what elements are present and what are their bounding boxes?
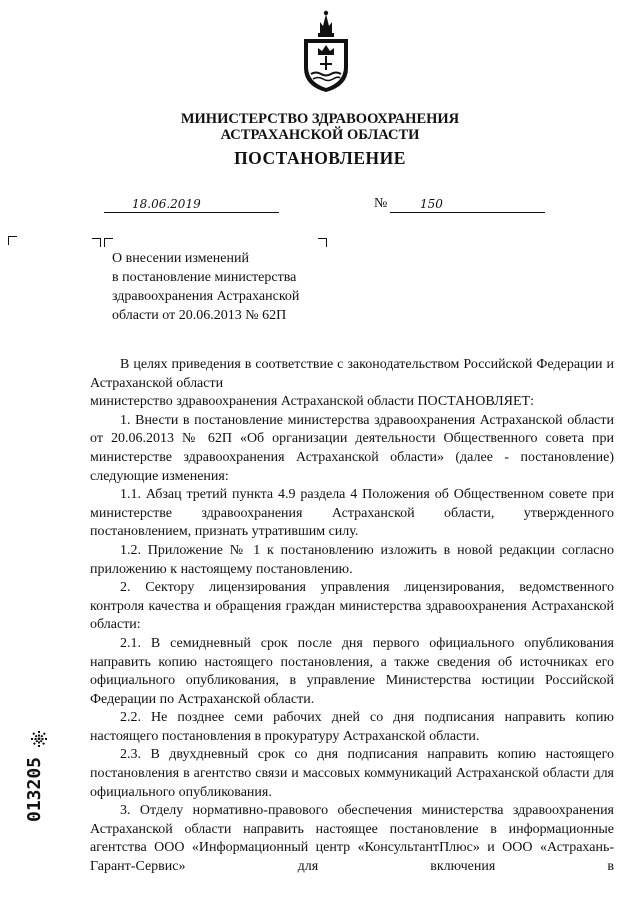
corner-mark-subject-right — [318, 238, 327, 247]
number-label: № — [374, 196, 388, 211]
subject-line: области от 20.06.2013 № 62П — [112, 308, 287, 323]
subject-line: здравоохранения Астраханской — [112, 289, 300, 304]
subject-line: в постановление министерства — [112, 270, 297, 285]
body-paragraph-resolution: министерство здравоохранения Астраханской области ПОСТАНОВЛЯЕТ: — [90, 394, 534, 410]
document-date: 18.06.2019 — [132, 197, 201, 211]
body-paragraph-item-1-1: 1.1. Абзац третий пункта 4.9 раздела 4 Положения об Общественном совете при министерстве здравоохранения Астраханской области, утвержденного постановлением, признать утратившим силу. — [90, 487, 614, 540]
subject-line: О внесении изменений — [112, 251, 249, 266]
date-underline — [104, 212, 279, 213]
corner-mark-subject-left-a — [92, 238, 101, 247]
body-paragraph-item-2-3: 2.3. В двухдневный срок со дня подписания направить копию настоящего постановления в агентство связи и массовых коммуникаций Астраханской области для официального опубликования. — [90, 747, 614, 800]
corner-mark-subject-left-b — [104, 238, 113, 247]
document-type-title: ПОСТАНОВЛЕНИЕ — [234, 148, 406, 168]
ministry-name-line-1: МИНИСТЕРСТВО ЗДРАВООХРАНЕНИЯ — [180, 111, 460, 127]
ministry-name-line-2: АСТРАХАНСКОЙ ОБЛАСТИ — [220, 127, 420, 143]
body-paragraph-item-1: 1. Внести в постановление министерства здравоохранения Астраханской области от 20.06.2013 № 62П «Об организации деятельности Общественного совета при министерстве здравоохранения Астраханской области» (далее - постановление) следующие изменения: — [90, 412, 614, 484]
document-body — [90, 356, 614, 877]
body-paragraph-item-2: 2. Сектору лицензирования управления лицензирования, ведомственного контроля качества и обращения граждан министерства здравоохранения Астраханской области: — [90, 580, 614, 633]
asterisk-mark-icon — [30, 730, 48, 748]
serial-number-stamp — [20, 730, 60, 830]
serial-number: 013205 — [24, 756, 45, 822]
body-paragraph-item-3: 3. Отделу нормативно-правового обеспечения министерства здравоохранения Астраханской области направить настоящее постановление в информационные агентства ООО «Информационный центр «КонсультантПлюс» и ООО «Астрахань-Гарант-Сервис» для включения в — [90, 803, 614, 875]
body-paragraph-item-2-1: 2.1. В семидневный срок после дня первого официального опубликования направить копию настоящего постановления, а также сведения об источниках его официального опубликования, в управление Министерства юстиции Российской Федерации по Астраханской области. — [90, 635, 614, 707]
corner-mark-left — [8, 236, 17, 245]
body-paragraph-item-2-2: 2.2. Не позднее семи рабочих дней со дня подписания направить копию настоящего постановления в прокуратуру Астраханской области. — [90, 710, 614, 744]
body-paragraph-item-1-2: 1.2. Приложение № 1 к постановлению изложить в новой редакции согласно приложению к настоящему постановлению. — [90, 542, 614, 577]
body-paragraph-preamble: В целях приведения в соответствие с законодательством Российской Федерации и Астраханской области — [90, 357, 614, 391]
subject-block — [112, 249, 299, 325]
coat-of-arms-emblem — [298, 8, 354, 94]
number-underline — [390, 212, 545, 213]
document-number: 150 — [420, 197, 443, 211]
